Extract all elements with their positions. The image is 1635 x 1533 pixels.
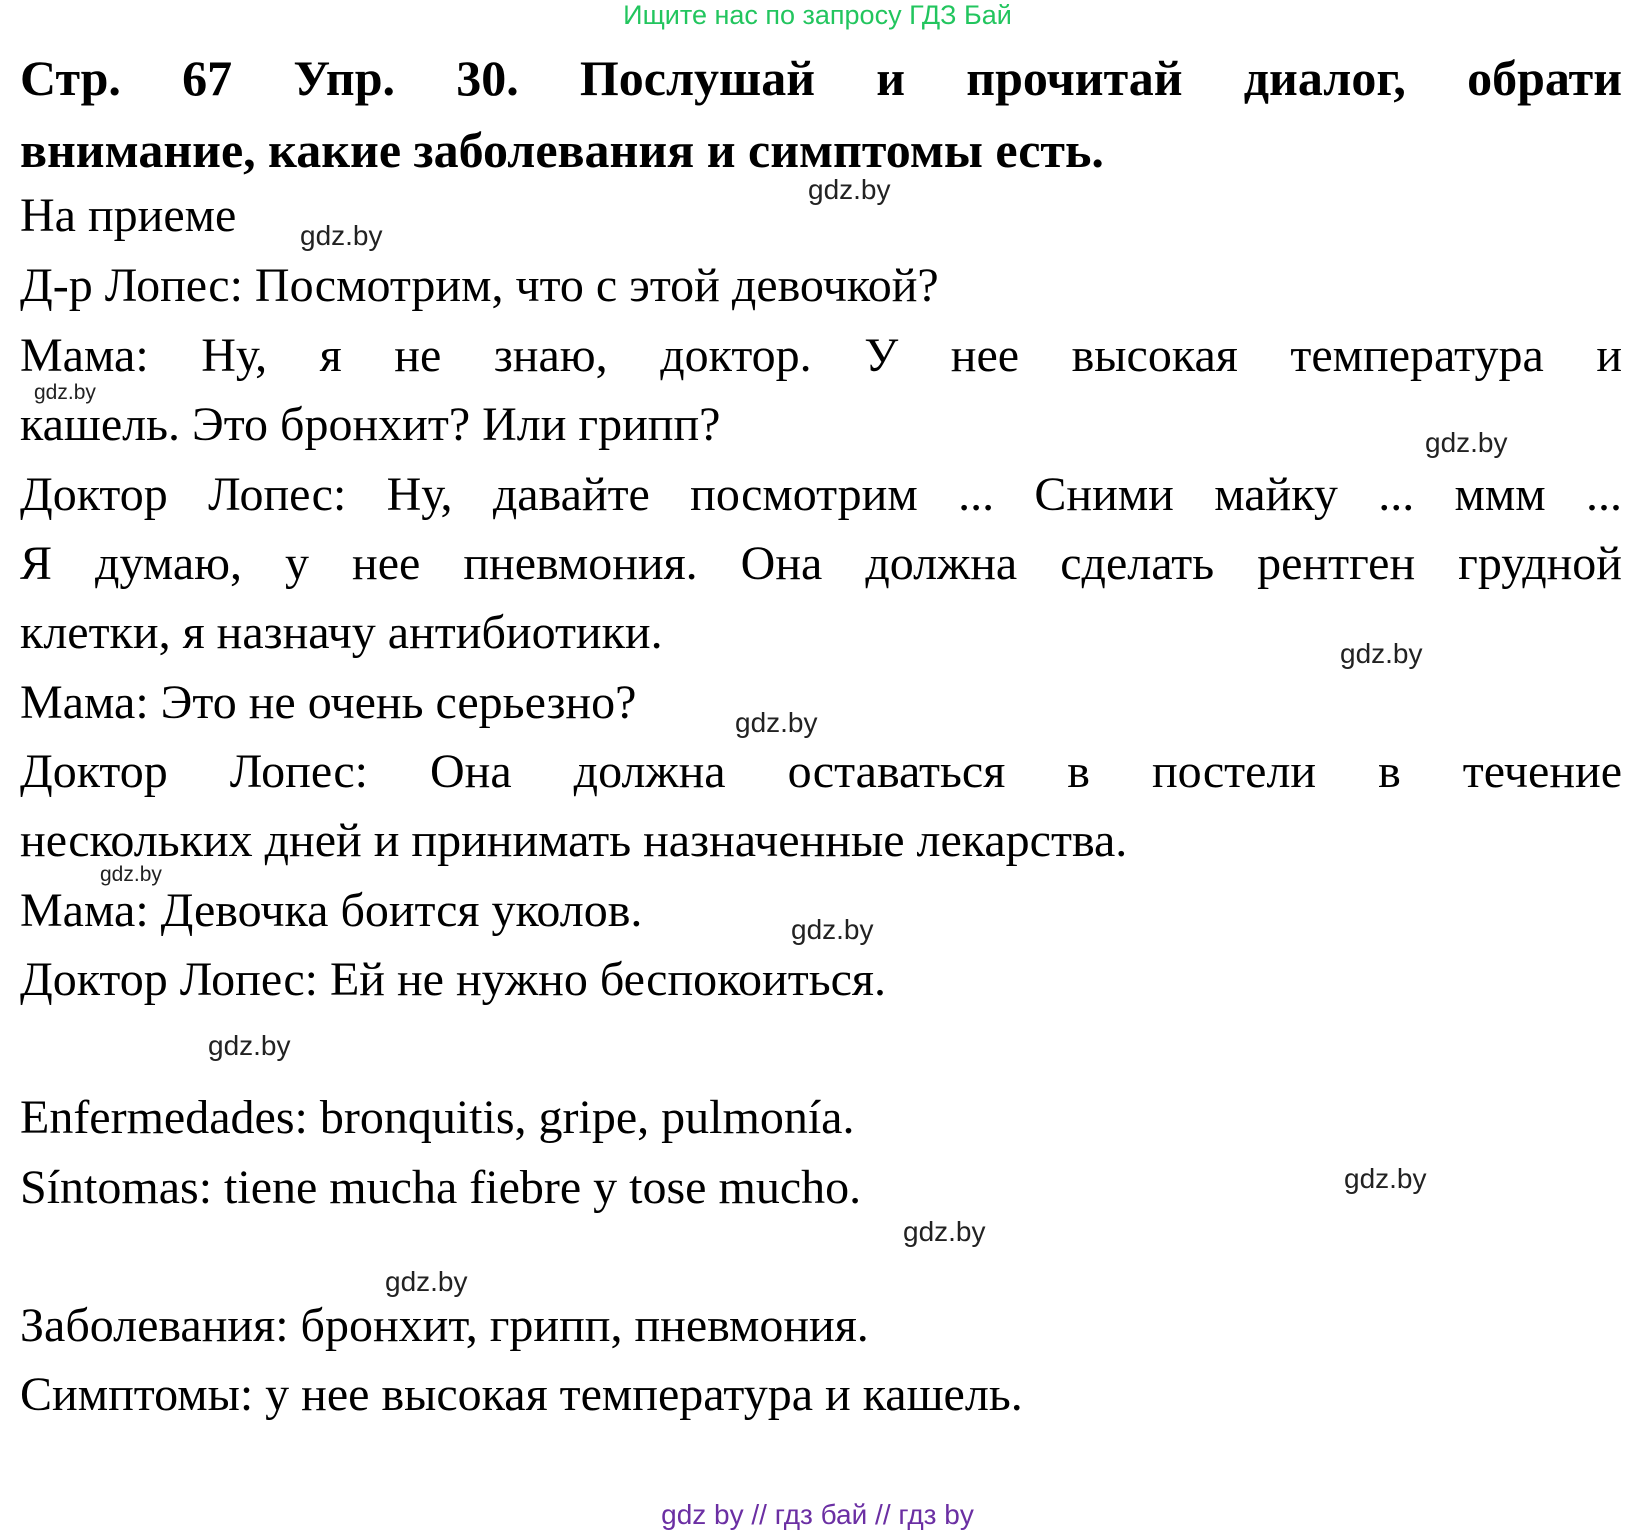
watermark: gdz.by [385, 1266, 468, 1297]
dialog-line: Мама: Ну, я не знаю, доктор. У нее высокая температура и [20, 329, 1622, 382]
title-line-2: внимание, какие заболевания и симптомы есть. [20, 122, 1104, 178]
bottom-links[interactable]: gdz by // гдз бай // гдз by [661, 1499, 974, 1530]
dialog-line: Доктор Лопес: Ей не нужно беспокоиться. [20, 953, 886, 1006]
watermark: gdz.by [1340, 638, 1423, 669]
title-line-1: Стр. 67 Упр. 30. Послушай и прочитай диалог, обрати [20, 50, 1622, 106]
exercise-title [20, 42, 1622, 186]
dialog-line: Доктор Лопес: Ну, давайте посмотрим ... Сними майку ... ммм ... [20, 468, 1622, 521]
dialog-line: Я думаю, у нее пневмония. Она должна сделать рентген грудной [20, 537, 1622, 590]
watermark: gdz.by [1344, 1163, 1427, 1194]
watermark: gdz.by [735, 707, 818, 738]
watermark: gdz.by [791, 914, 874, 945]
watermark: gdz.by [808, 174, 891, 205]
dialog-line: нескольких дней и принимать назначенные лекарства. [20, 814, 1128, 867]
dialog-line: клетки, я назначу антибиотики. [20, 606, 663, 659]
watermark: gdz.by [1425, 427, 1508, 458]
watermark: gdz.by [300, 220, 383, 251]
dialog-line: Доктор Лопес: Она должна оставаться в постели в течение [20, 745, 1622, 798]
dialog-line: Мама: Девочка боится уколов. [20, 884, 643, 937]
answer-ru-symptoms: Симптомы: у нее высокая температура и кашель. [20, 1368, 1023, 1421]
answer-es-diseases: Enfermedades: bronquitis, gripe, pulmonía. [20, 1091, 855, 1144]
watermark: gdz.by [34, 381, 96, 404]
dialog-line: кашель. Это бронхит? Или грипп? [20, 398, 721, 451]
dialog-heading: На приеме [20, 189, 237, 242]
answer-ru-diseases: Заболевания: бронхит, грипп, пневмония. [20, 1299, 869, 1352]
answer-es-symptoms: Síntomas: tiene mucha fiebre y tose mucho. [20, 1161, 862, 1214]
watermark: gdz.by [100, 863, 162, 886]
dialog-line: Д-р Лопес: Посмотрим, что с этой девочкой? [20, 259, 939, 312]
watermark: gdz.by [208, 1030, 291, 1061]
top-banner: Ищите нас по запросу ГДЗ Бай [623, 0, 1012, 30]
dialog-line: Мама: Это не очень серьезно? [20, 676, 637, 729]
watermark: gdz.by [903, 1216, 986, 1247]
